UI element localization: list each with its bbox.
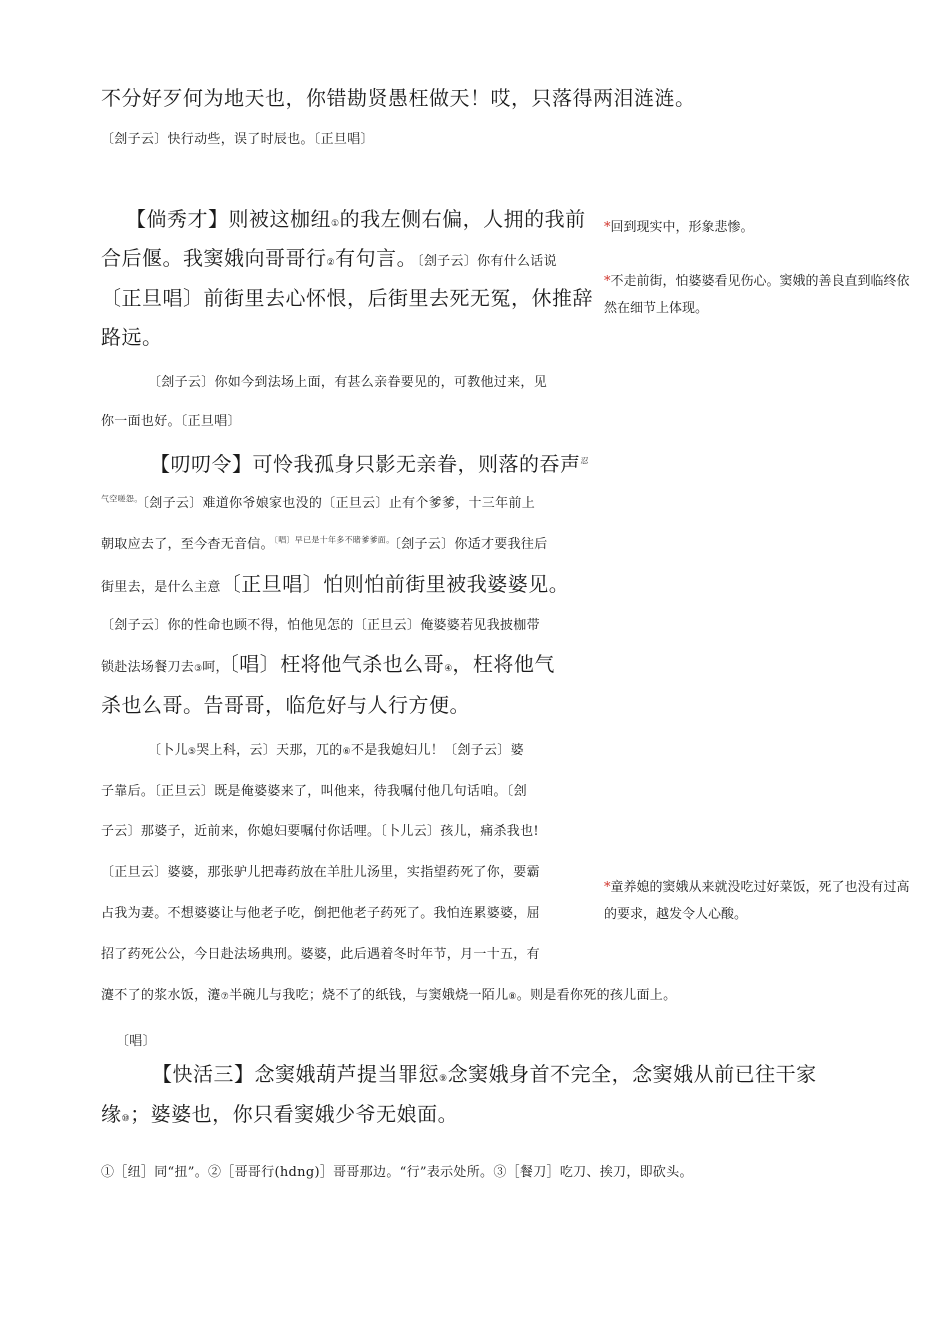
text-line: $^{气空嗟怨。}$〔刽子云〕难道你爷娘家也没的〔正旦云〕止有个爹爹，十三年前上 [101, 494, 536, 511]
stage-direction: 子云〕那婆子，近前来，你媳妇要嘱付你话哩。〔卜儿云〕孩儿，痛杀我也! [101, 824, 539, 839]
footnote-marker: ⑥ [342, 747, 351, 757]
footnote-marker: ④ [444, 664, 453, 674]
aria-daodaoling: 【叨叨令】可怜我孤身只影无亲眷，则落的吞声$^忍$ [150, 452, 589, 476]
text-line: 合后偃。我窦娥向哥哥行②有句言。〔刽子云〕你有什么话说 [101, 246, 557, 270]
star-icon: * [604, 274, 611, 289]
footnote-marker: ③ [194, 664, 203, 674]
stage-direction: 你一面也好。〔正旦唱〕 [101, 414, 241, 429]
small-text: 忍 [580, 456, 589, 466]
stage-direction: 〔刽子云〕快行动些，误了时辰也。〔正旦唱〕 [101, 132, 374, 147]
stage-direction: 〔正旦云〕婆婆，那张驴儿把毒药放在羊肚儿汤里，实指望药死了你，要霸 [101, 865, 540, 880]
stage-direction: 子靠后。〔正旦云〕既是俺婆婆来了，叫他来，待我嘱付他几句话咱。〔刽 [101, 784, 527, 799]
star-icon: * [604, 880, 611, 895]
footnote-marker: ⑨ [439, 1074, 448, 1084]
footnote-marker: ② [326, 258, 336, 268]
stage-direction: 〔刽子云〕你的性命也顾不得，怕他见怎的〔正旦云〕俺婆婆若见我披枷带 [101, 618, 540, 633]
text-line: 朝取应去了，至今杳无音信。$^{〔唱〕早已是十年多不睹爹爹面。}$〔刽子云〕你适才要我往后 [101, 535, 548, 552]
text-line: 街里去，是什么主意〔正旦唱〕怕则怕前街里被我婆婆见。 [101, 572, 570, 596]
small-text: 〔唱〕早已是十年多不睹爹爹面。 [273, 535, 395, 545]
footnotes: ①［纽］同“扭”。②［哥哥行(hdng)］哥哥那边。“行”表示处所。③［餐刀］吃刀、挨刀，即砍头。 [101, 1165, 693, 1180]
text-line: 路远。 [101, 325, 163, 349]
text-line: 杀也么哥。告哥哥，临危好与人行方便。 [101, 693, 470, 717]
footnote-marker: ⑩ [121, 1114, 131, 1124]
stage-direction: 〔刽子云〕你如今到法场上面，有甚么亲眷要见的，可教他过来，见 [148, 375, 548, 390]
footnote-marker: ⑧ [508, 992, 517, 1002]
stage-direction: 〔刽子云〕你有什么话说 [417, 254, 557, 269]
stage-direction: 〔唱〕 [116, 1034, 156, 1049]
stage-direction: 〔卜儿⑤哭上科，云〕天那，兀的⑥不是我媳妇儿！〔刽子云〕婆 [148, 743, 524, 758]
stage-direction: 占我为妻。不想婆婆让与他老子吃，倒把他老子药死了。我怕连累婆婆，屈 [101, 906, 540, 921]
margin-note: *童养媳的窦娥从来就没吃过好菜饭，死了也没有过高的要求，越发令人心酸。 [604, 880, 910, 922]
margin-note: *不走前街，怕婆婆看见伤心。窦娥的善良直到临终依然在细节上体现。 [604, 274, 910, 316]
text-line: 锁赴法场餐刀去③呵，〔唱〕枉将他气杀也么哥④，枉将他气 [101, 652, 555, 676]
text-line: 缘⑩；婆婆也，你只看窦娥少爷无娘面。 [101, 1102, 459, 1126]
star-icon: * [604, 220, 611, 235]
aria-tangxiucai: 【倘秀才】则被这枷纽①的我左侧右偏，人拥的我前 [126, 207, 586, 231]
text-line: 不分好歹何为地天也，你错勘贤愚枉做天！哎，只落得两泪涟涟。 [101, 86, 696, 110]
stage-direction: 瀽不了的浆水饭，瀽⑦半碗儿与我吃；烧不了的纸钱，与窦娥烧一陌儿⑧。则是看你死的孩儿面上。 [101, 988, 677, 1003]
footnote-marker: ① [331, 219, 340, 229]
aria-kuaihuosan: 【快活三】念窦娥葫芦提当罪愆⑨念窦娥身首不完全，念窦娥从前已往干家 [152, 1062, 817, 1086]
text-line: 〔正旦唱〕前街里去心怀恨，后街里去死无冤，休推辞 [101, 286, 593, 310]
footnote-marker: ⑤ [187, 747, 197, 757]
stage-direction: 招了药死公公，今日赴法场典刑。婆婆，此后遇着冬时年节，月一十五，有 [101, 947, 540, 962]
margin-note: *回到现实中，形象悲惨。 [604, 220, 754, 235]
footnote-marker: ⑦ [220, 992, 230, 1002]
